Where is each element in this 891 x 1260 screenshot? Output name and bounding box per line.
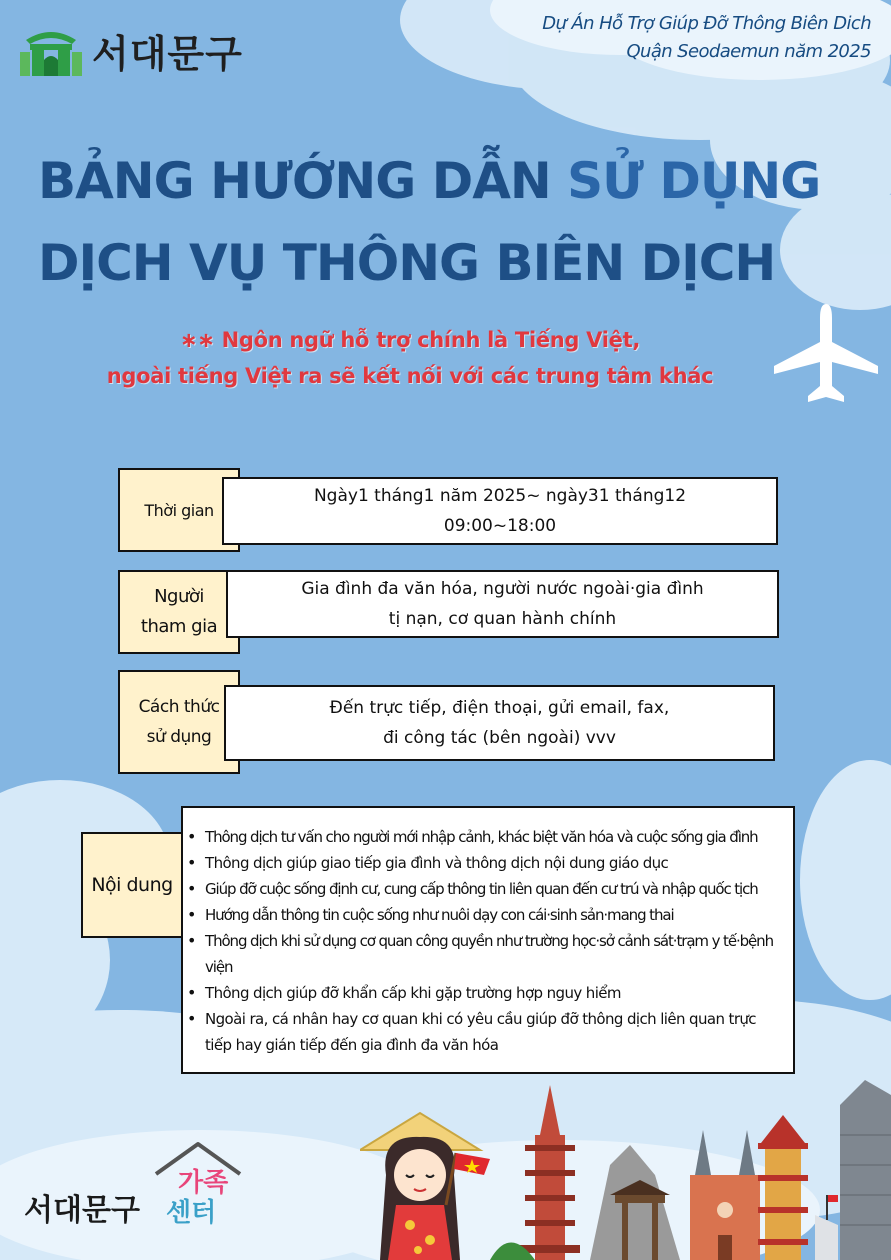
seodaemun-logo <box>20 22 243 78</box>
title-line-1b: SỬ DỤNG <box>567 152 821 210</box>
girl-with-flag-icon <box>360 1113 490 1260</box>
airplane-icon <box>770 300 882 405</box>
list-item: • Hướng dẫn thông tin cuộc sống như nuôi dạy con cái·sinh sản·mang thai <box>205 902 785 928</box>
list-item: • Thông dịch khi sử dụng cơ quan công quyền như trường học·sở cảnh sát·trạm y tế·bệnh viện <box>205 928 785 980</box>
label-participants-line-2: tham gia <box>140 616 218 637</box>
center-logo-line-2: 센터 <box>166 1198 217 1228</box>
list-item: • Thông dịch tư vấn cho người mới nhập cảnh, khác biệt văn hóa và cuộc sống gia đình <box>205 824 785 850</box>
value-participants <box>226 570 779 638</box>
value-time <box>222 477 778 545</box>
value-time-line-2: 09:00~18:00 <box>443 516 557 536</box>
label-method <box>118 670 240 774</box>
note-line-1: ∗∗ Ngôn ngữ hỗ trợ chính là Tiếng Việt, <box>179 328 641 352</box>
value-method-line-1: Đến trực tiếp, điện thoại, gửi email, fax, <box>329 698 670 718</box>
language-note <box>60 322 760 394</box>
content-list-box <box>181 806 795 1074</box>
list-item: • Giúp đỡ cuộc sống định cư, cung cấp thông tin liên quan đến cư trú và nhập quốc tịch <box>205 876 785 902</box>
list-item: • Thông dịch giúp đỡ khẩn cấp khi gặp trường hợp nguy hiểm <box>205 980 785 1006</box>
cathedral-icon <box>690 1130 760 1260</box>
value-method-line-2: đi công tác (bên ngoài) vvv <box>383 728 616 748</box>
page-title <box>38 140 888 304</box>
project-line-1: Dự Án Hỗ Trợ Giúp Đỡ Thông Biên Dich <box>542 13 871 34</box>
content-list <box>185 824 785 1058</box>
skyscraper-icon <box>840 1080 891 1260</box>
project-line-2: Quận Seodaemun năm 2025 <box>626 41 871 62</box>
footer-district-logo: 서대문구 <box>24 1193 140 1228</box>
label-participants <box>118 570 240 654</box>
label-content-text: Nội dung <box>91 874 173 896</box>
seodaemun-gate-icon <box>20 22 82 78</box>
title-line-2: DỊCH VỤ THÔNG BIÊN DỊCH <box>38 234 776 292</box>
value-time-line-1: Ngày1 tháng1 năm 2025~ ngày31 tháng12 <box>313 486 687 506</box>
list-item: • Thông dịch giúp giao tiếp gia đình và thông dịch nội dung giáo dục <box>205 850 785 876</box>
value-participants-line-2: tị nạn, cơ quan hành chính <box>388 609 617 629</box>
title-line-1a: BẢNG HƯỚNG DẪN <box>38 152 568 210</box>
note-line-2: ngoài tiếng Việt ra sẽ kết nối với các trung tâm khác <box>106 364 714 388</box>
project-caption <box>542 10 871 66</box>
label-participants-line-1: Người <box>154 586 204 607</box>
value-participants-line-1: Gia đình đa văn hóa, người nước ngoài·gia đình <box>301 579 704 599</box>
temple-tower-icon <box>758 1115 808 1260</box>
value-method <box>224 685 775 761</box>
label-method-line-1: Cách thức <box>138 697 220 717</box>
family-center-logo <box>150 1140 250 1235</box>
district-name: 서대문구 <box>92 31 243 76</box>
vietnam-landmarks-illustration <box>360 1075 891 1260</box>
label-content <box>81 832 183 938</box>
label-method-line-2: sử dụng <box>146 727 212 747</box>
list-item: • Ngoài ra, cá nhân hay cơ quan khi có yêu cầu giúp đỡ thông dịch liên quan trực tiếp hay gián tiếp đến gia đình đa văn hóa <box>205 1006 785 1058</box>
label-time-text: Thời gian <box>144 500 214 520</box>
pagoda-icon <box>520 1085 580 1260</box>
center-logo-line-1: 가족 <box>178 1168 229 1198</box>
